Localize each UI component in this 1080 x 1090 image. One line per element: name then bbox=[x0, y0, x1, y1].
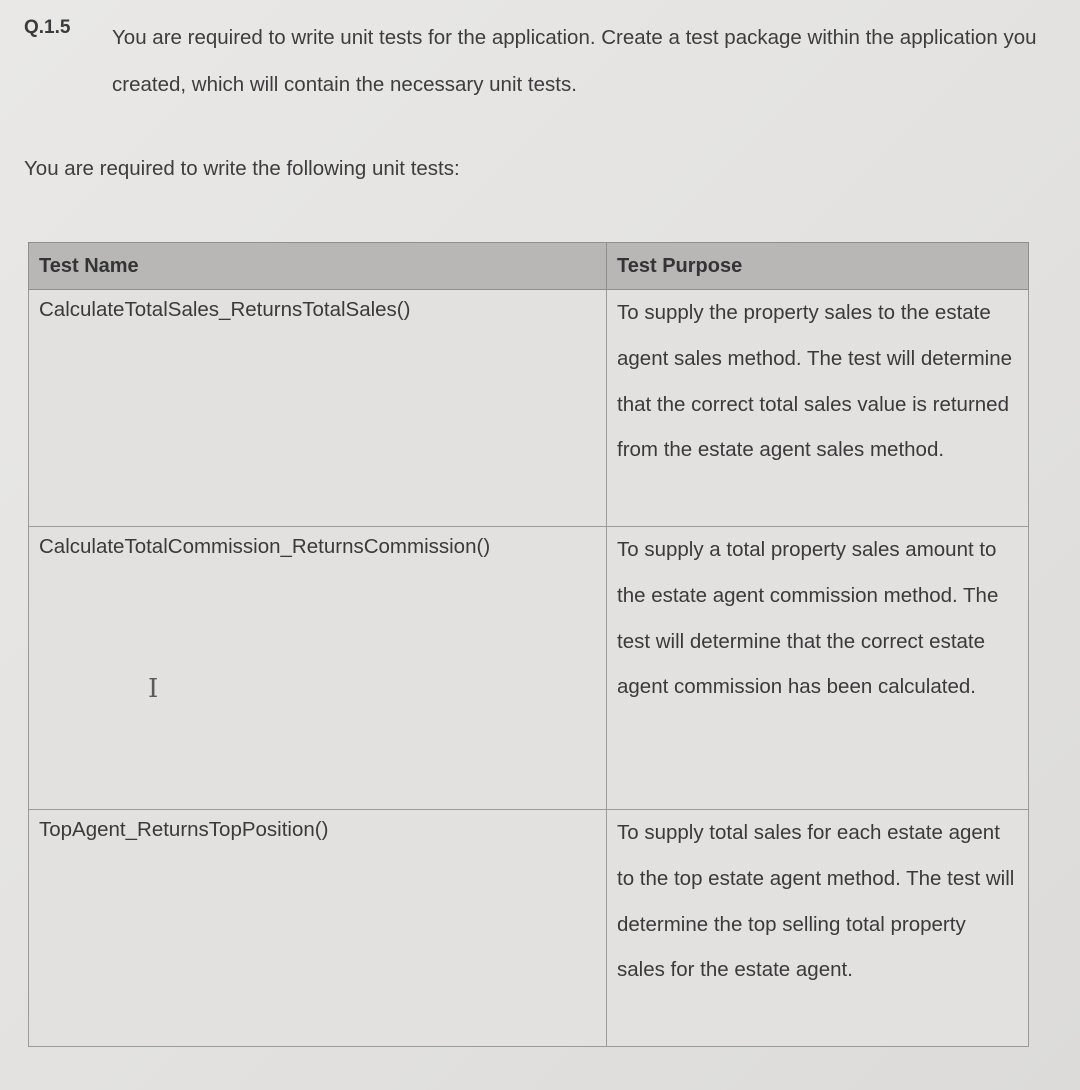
question-number: Q.1.5 bbox=[24, 17, 71, 38]
question-text: You are required to write unit tests for the application. Create a test package within the application you created, which will contain the necessary unit tests. bbox=[112, 26, 1037, 96]
table-header-row bbox=[29, 243, 1029, 290]
header-test-name: Test Name bbox=[29, 243, 607, 290]
header-test-purpose: Test Purpose bbox=[607, 243, 1029, 290]
unit-tests-table bbox=[28, 242, 1029, 1047]
test-name-cell: CalculateTotalCommission_ReturnsCommission() bbox=[29, 527, 607, 810]
intro-text: You are required to write the following unit tests: bbox=[24, 157, 460, 180]
table-row bbox=[29, 527, 1029, 810]
table-row bbox=[29, 290, 1029, 527]
table-row bbox=[29, 810, 1029, 1047]
test-purpose-cell: To supply a total property sales amount to the estate agent commission method. The test will determine that the correct estate agent commission has been calculated. bbox=[607, 527, 1029, 810]
test-name-cell: TopAgent_ReturnsTopPosition() bbox=[29, 810, 607, 1047]
test-purpose-cell: To supply total sales for each estate agent to the top estate agent method. The test will determine the top selling total property sales for the estate agent. bbox=[607, 810, 1029, 1047]
test-purpose-cell: To supply the property sales to the estate agent sales method. The test will determine that the correct total sales value is returned from the estate agent sales method. bbox=[607, 290, 1029, 527]
test-name-cell: CalculateTotalSales_ReturnsTotalSales() bbox=[29, 290, 607, 527]
text-cursor-icon: I bbox=[148, 674, 159, 704]
